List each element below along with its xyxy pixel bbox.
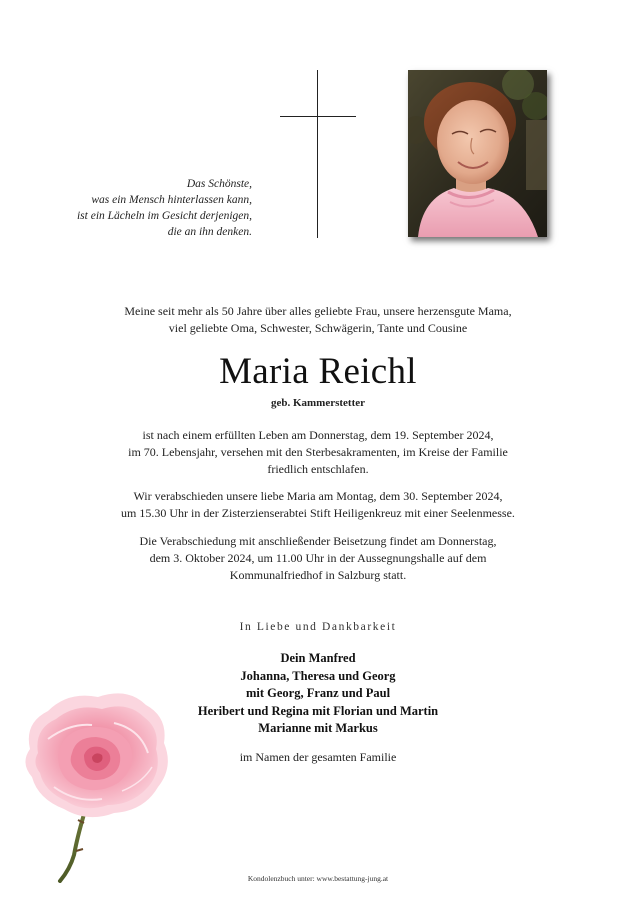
paragraph-line: ist nach einem erfüllten Leben am Donnerstag, dem 19. September 2024, [142,428,494,442]
cross-icon [280,70,356,238]
family-line: im Namen der gesamten Familie [239,750,397,764]
paragraph-line: um 15.30 Uhr in der Zisterzienserabtei Stift Heiligenkreuz mit einer Seelenmesse. [121,506,515,520]
mourner-line: Marianne mit Markus [258,721,378,735]
mourner-line: Heribert und Regina mit Florian und Martin [197,703,439,718]
paragraph-line: Kommunalfriedhof in Salzburg statt. [229,568,407,582]
mourner-line: Johanna, Theresa und Georg [240,668,396,683]
death-notice-paragraph [0,427,636,478]
paragraph-line: dem 3. Oktober 2024, um 11.00 Uhr in der Aussegnungshalle auf dem [149,551,487,565]
closing-phrase: In Liebe und Dankbarkeit [239,621,397,633]
farewell-mass-paragraph [0,488,636,522]
burial-paragraph [0,533,636,584]
paragraph-line: Wir verabschieden unsere liebe Maria am Montag, dem 30. September 2024, [133,489,503,503]
quote-line: Das Schönste, [186,178,252,190]
intro-text [0,303,636,337]
quote-line: die an ihn denken. [167,226,252,238]
paragraph-line: Die Verabschiedung mit anschließender Beisetzung findet am Donnerstag, [139,534,497,548]
mourner-line: Dein Manfred [280,651,356,665]
mourner-line: mit Georg, Franz und Paul [245,686,391,700]
condolence-book-footer: Kondolenzbuch unter: www.bestattung-jung.at [247,874,389,883]
rose-image [18,683,183,883]
birth-name: geb. Kammerstetter [270,397,366,409]
intro-line: Meine seit mehr als 50 Jahre über alles geliebte Frau, unsere herzensgute Mama, [124,304,512,318]
paragraph-line: friedlich entschlafen. [267,462,369,476]
portrait-photo [408,70,547,237]
memorial-quote [60,176,252,240]
intro-line: viel geliebte Oma, Schwester, Schwägerin, Tante und Cousine [168,321,468,335]
deceased-name: Maria Reichl [219,351,417,392]
paragraph-line: im 70. Lebensjahr, versehen mit den Sterbesakramenten, im Kreise der Familie [128,445,508,459]
quote-line: was ein Mensch hinterlassen kann, [91,194,252,206]
quote-line: ist ein Lächeln im Gesicht derjenigen, [76,210,252,222]
